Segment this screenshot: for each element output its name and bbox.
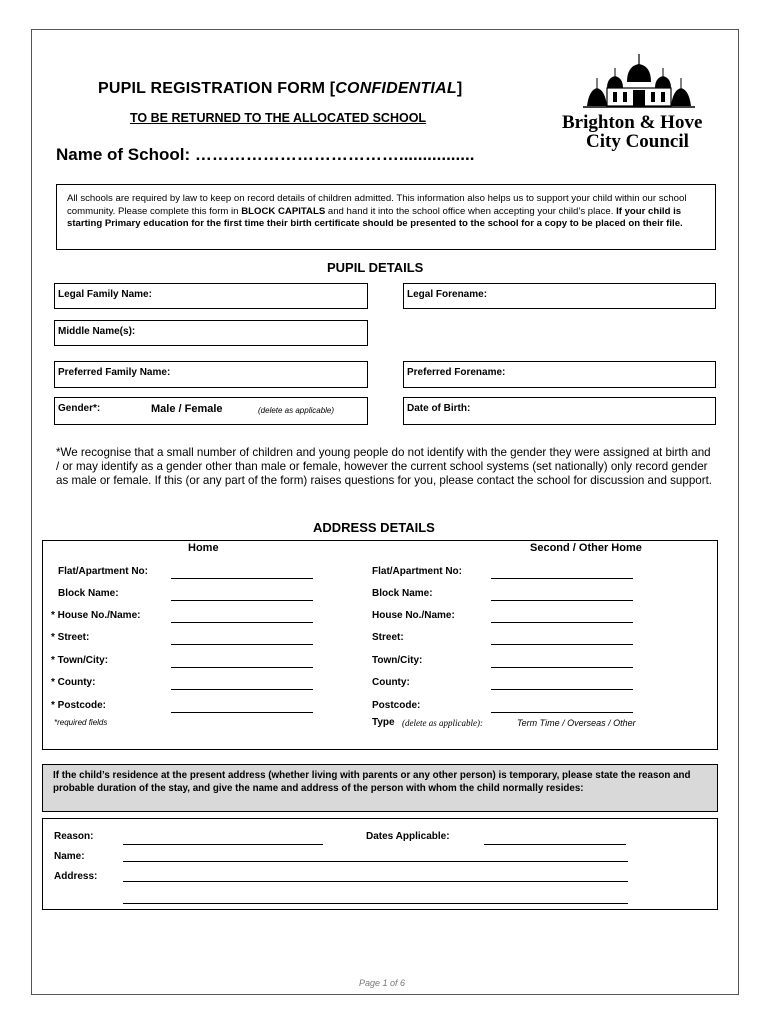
- dates-input[interactable]: [484, 844, 626, 845]
- second-home-address-input[interactable]: [491, 689, 633, 690]
- address-details-heading: ADDRESS DETAILS: [313, 520, 435, 535]
- school-name-field[interactable]: Name of School: ………………………………................: [56, 145, 475, 164]
- home-address-label: * County:: [51, 677, 96, 688]
- second-home-address-input[interactable]: [491, 712, 633, 713]
- council-name-line2: City Council: [586, 131, 689, 152]
- second-home-address-label: House No./Name:: [372, 610, 455, 621]
- address-input-line-2[interactable]: [123, 903, 628, 904]
- type-options[interactable]: Term Time / Overseas / Other: [517, 718, 636, 728]
- home-address-input[interactable]: [171, 667, 313, 668]
- form-subtitle: TO BE RETURNED TO THE ALLOCATED SCHOOL: [130, 111, 427, 125]
- intro-notice: All schools are required by law to keep on record details of children admitted. This information also helps us to support your child within our school community. Please complete this form in BLOCK CAPITALS and hand it into the school office when accepting your child’s place. If your child is starting Primary education for the first time their birth certificate should be presented to the school for a copy to be placed on their file.: [56, 184, 716, 250]
- second-home-address-input[interactable]: [491, 600, 633, 601]
- reason-label: Reason:: [54, 831, 94, 842]
- preferred-family-name-field[interactable]: Preferred Family Name:: [54, 361, 368, 388]
- home-address-input[interactable]: [171, 644, 313, 645]
- legal-forename-field[interactable]: Legal Forename:: [403, 283, 716, 309]
- second-home-address-input[interactable]: [491, 578, 633, 579]
- second-home-address-label: County:: [372, 677, 410, 688]
- home-address-label: * Town/City:: [51, 655, 109, 666]
- form-title: PUPIL REGISTRATION FORM [CONFIDENTIAL]: [98, 80, 463, 97]
- preferred-forename-field[interactable]: Preferred Forename:: [403, 361, 716, 388]
- dates-label: Dates Applicable:: [366, 831, 450, 842]
- home-address-input[interactable]: [171, 622, 313, 623]
- home-address-input[interactable]: [171, 712, 313, 713]
- council-logo: [583, 52, 695, 108]
- gender-note: *We recognise that a small number of children and young people do not identify with the gender they were assigned at birth and / or may identify as a gender other than male or female, however the current school systems (set nationally) only record gender as male or female. If this (or any part of the form) raises questions for you, please contact the school for discussion and support.: [56, 446, 713, 487]
- home-address-label: Flat/Apartment No:: [58, 566, 148, 577]
- home-address-label: * House No./Name:: [51, 610, 141, 621]
- gender-options[interactable]: Male / Female: [151, 403, 223, 415]
- delete-note: (delete as applicable): [258, 406, 335, 415]
- type-label: Type: [372, 717, 395, 728]
- pupil-details-heading: PUPIL DETAILS: [327, 260, 424, 275]
- date-of-birth-field[interactable]: Date of Birth:: [403, 397, 716, 425]
- page-number: Page 1 of 6: [359, 978, 406, 988]
- home-address-label: Block Name:: [58, 588, 119, 599]
- second-home-column-heading: Second / Other Home: [530, 542, 642, 554]
- name-label: Name:: [54, 851, 85, 862]
- reason-input[interactable]: [123, 844, 323, 845]
- residence-notice: If the child’s residence at the present address (whether living with parents or any other person) is temporary, please state the reason and probable duration of the stay, and give the name and address of the person with whom the child normally resides:: [42, 764, 718, 812]
- required-fields-note: *required fields: [54, 718, 108, 727]
- name-input[interactable]: [123, 861, 628, 862]
- middle-names-field[interactable]: Middle Name(s):: [54, 320, 368, 346]
- second-home-address-label: Street:: [372, 632, 404, 643]
- home-address-label: * Street:: [51, 632, 90, 643]
- gender-label: Gender*:: [58, 403, 101, 414]
- second-home-address-input[interactable]: [491, 644, 633, 645]
- second-home-address-label: Block Name:: [372, 588, 433, 599]
- gender-field[interactable]: [54, 397, 368, 425]
- legal-family-name-field[interactable]: Legal Family Name:: [54, 283, 368, 309]
- home-address-label: * Postcode:: [51, 700, 107, 711]
- home-address-input[interactable]: [171, 600, 313, 601]
- type-delete-note: (delete as applicable):: [402, 718, 483, 728]
- second-home-address-input[interactable]: [491, 667, 633, 668]
- second-home-address-label: Town/City:: [372, 655, 423, 666]
- home-address-input[interactable]: [171, 578, 313, 579]
- address-input-line-1[interactable]: [123, 881, 628, 882]
- home-column-heading: Home: [188, 542, 219, 554]
- second-home-address-label: Flat/Apartment No:: [372, 566, 462, 577]
- second-home-address-label: Postcode:: [372, 700, 421, 711]
- home-address-input[interactable]: [171, 689, 313, 690]
- address-label: Address:: [54, 871, 98, 882]
- council-name-line1: Brighton & Hove: [562, 112, 703, 133]
- second-home-address-input[interactable]: [491, 622, 633, 623]
